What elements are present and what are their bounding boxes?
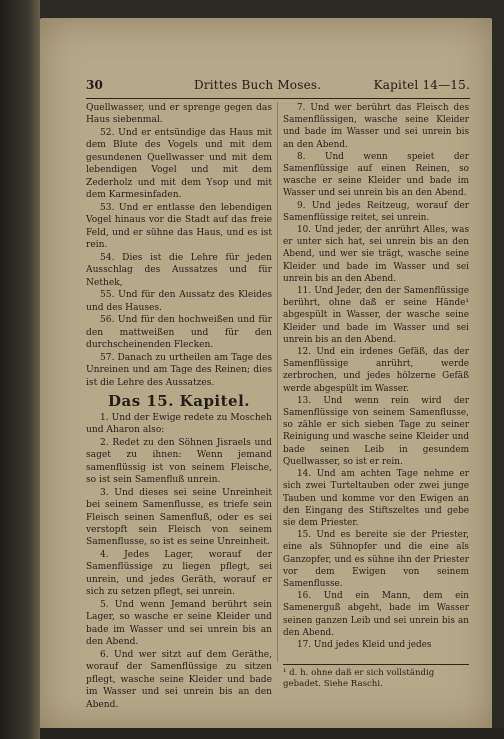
verse: 55. Und für den Aussatz des Kleides und des Hauses. [86, 290, 272, 313]
footnote: ¹ d. h. ohne daß er sich vollständig gebadet. Siehe Raschi. [283, 668, 435, 689]
verse: 6. Und wer sitzt auf dem Geräthe, worauf der Samenflüssige zu sitzen pflegt, wasche seine Kleider und bade im Wasser und sei unrein bis an den Abend. [86, 649, 272, 710]
verse: 10. Und jeder, der anrührt Alles, was er unter sich hat, sei unrein bis an den Abend, und wer sie trägt, wasche seine Kleider und bade im Wasser und sei unrein bis an den Abend. [283, 225, 469, 284]
verse: 54. Dies ist die Lehre für jeden Ausschlag des Aussatzes und für Nethek, [86, 252, 272, 288]
footnote-rule [283, 664, 469, 665]
verse: 11. Und Jeder, den der Samenflüssige berührt, ohne daß er seine Hände¹ abgespült in Wasser, der wasche seine Kleider und bade im Wasser und sei unrein bis an den Abend. [283, 286, 469, 345]
verse: 7. Und wer berührt das Fleisch des Samenflüssigen, wasche seine Kleider und bade im Wasser und sei unrein bis an den Abend. [283, 103, 469, 150]
verse: 15. Und es bereite sie der Priester, eine als Sühnopfer und die eine als Ganzopfer, und es sühne ihn der Priester vor dem Ewigen von seinem Samenflusse. [283, 530, 469, 589]
verse: 8. Und wenn speiet der Samenflüssige auf einen Reinen, so wasche er seine Kleider und bade im Wasser und sei unrein bis an den Abend. [283, 151, 469, 199]
page-bottom-shadow [40, 728, 504, 739]
chapter-range: Kapitel 14—15. [373, 78, 470, 92]
verse: 16. Und ein Mann, dem ein Samenerguß abgeht, bade im Wasser seinen ganzen Leib und sei unrein bis an den Abend. [283, 591, 469, 638]
verse: 52. Und er entsündige das Haus mit dem Blute des Vogels und mit dem gesundenen Quellwasser und mit dem lebendigen Vogel und mit dem Zederholz und mit dem Ysop und mit dem Karmesinfaden. [86, 127, 272, 201]
verse: 2. Redet zu den Söhnen Jisraels und saget zu ihnen: Wenn jemand samenflüssig ist von seinem Fleische, so ist sein Samenfluß unrein. [86, 437, 272, 486]
verse: 14. Und am achten Tage nehme er sich zwei Turteltauben oder zwei junge Tauben und komme vor den Ewigen an den Eingang des Stiftszeltes und gebe sie dem Priester. [283, 469, 469, 528]
verse: 56. Und für den hochweißen und für den mattweißen und für den durchscheinenden Flecken. [86, 315, 272, 351]
verse: 5. Und wenn Jemand berührt sein Lager, so wasche er seine Kleider und bade im Wasser und sei unrein bis an den Abend. [86, 599, 272, 648]
verse: 12. Und ein irdenes Gefäß, das der Samenflüssige anrührt, werde zerbrochen, und jedes hölzerne Gefäß werde abgespült im Wasser. [283, 347, 469, 394]
column-divider [277, 102, 278, 662]
page-number: 30 [86, 78, 104, 92]
verse: 1. Und der Ewige redete zu Moscheh und Aharon also: [86, 412, 272, 436]
verse: 57. Danach zu urtheilen am Tage des Unreinen und am Tage des Reinen; dies ist die Lehre des Aussatzes. [86, 352, 272, 388]
running-header [86, 76, 470, 99]
book-spine-shadow [0, 0, 40, 739]
verse: 53. Und er entlasse den lebendigen Vogel hinaus vor die Stadt auf das freie Feld, und er sühne das Haus, und es ist rein. [86, 202, 272, 251]
left-column [86, 102, 272, 711]
verse: Quellwasser, und er sprenge gegen das Haus siebenmal. [86, 103, 272, 126]
verse: 13. Und wenn rein wird der Samenflüssige von seinem Samenflusse, so zähle er sich sieben Tage zu seiner Reinigung und wasche seine Kleider und bade seinen Leib in gesundem Quellwasser, so ist er rein. [283, 395, 469, 467]
book-title: Drittes Buch Moses. [194, 78, 322, 92]
chapter-heading: Das 15. Kapitel. [107, 392, 251, 411]
verse: 3. Und dieses sei seine Unreinheit bei seinem Samenflusse, es triefe sein Fleisch seinen Samenfluß, oder es sei verstopft sein Fleisch von seinem Samenflusse, so ist es seine Unreinheit. [86, 487, 272, 548]
right-column [283, 102, 469, 651]
verse: 4. Jedes Lager, worauf der Samenflüssige zu liegen pflegt, sei unrein, und jedes Geräth, worauf er sich zu setzen pflegt, sei unrein. [86, 549, 272, 598]
verse: 17. Und jedes Kleid und jedes [297, 639, 432, 650]
verse: 9. Und jedes Reitzeug, worauf der Samenflüssige reitet, sei unrein. [283, 200, 469, 223]
